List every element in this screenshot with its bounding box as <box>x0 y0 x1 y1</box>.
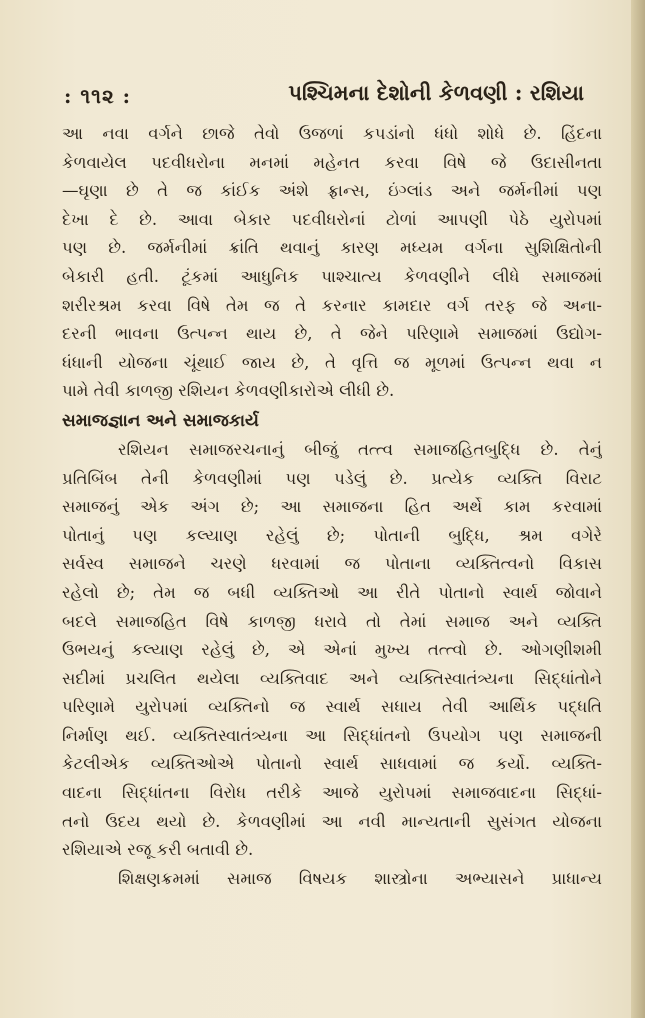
text-line: પોતાનું પણ કલ્યાણ રહેલું છે; પોતાની બુદ્ધિ, શ્રમ વગેરે <box>62 525 602 545</box>
text-line: પણ છે. જર્મનીમાં ક્રાંતિ થવાનું કારણ મધ્યમ વર્ગના સુશિક્ષિતોની <box>62 238 602 258</box>
section-heading: સમાજજ્ઞાન અને સમાજકાર્ય <box>62 410 259 431</box>
text-line: શિક્ષણક્રમમાં સમાજ વિષયક શાસ્ત્રોના અભ્યાસને પ્રાધાન્ય <box>118 868 602 888</box>
text-line: સદીમાં પ્રચલિત થયેલા વ્યક્તિવાદ અને વ્યક્તિસ્વાતંત્ર્યના સિદ્ધાંતોને <box>62 668 602 688</box>
text-line: તનો ઉદય થયો છે. કેળવણીમાં આ નવી માન્યતાની સુસંગત યોજના <box>62 811 602 831</box>
text-line: પરિણામે યુરોપમાં વ્યક્તિનો જ સ્વાર્થ સધાય તેવી આર્થિક પદ્ધતિ <box>62 697 602 717</box>
text-line: રશિયાએ રજૂ કરી બતાવી છે. <box>62 840 254 860</box>
page-spine-edge <box>631 0 645 1018</box>
text-line: દેખા દે છે. આવા બેકાર પદવીધરોનાં ટોળાં આપણી પેઠે યુરોપમાં <box>62 209 602 229</box>
paragraph-1 <box>62 120 602 406</box>
text-line: આ નવા વર્ગને છાજે તેવો ઉજળાં કપડાંનો ધંધો શોધે છે. હિંદના <box>62 124 602 143</box>
text-line: નિર્માણ થઈ. વ્યક્તિસ્વાતંત્ર્યના આ સિદ્ધાંતનો ઉપયોગ પણ સમાજની <box>62 725 602 745</box>
text-line: રહેલો છે; તેમ જ બધી વ્યક્તિઓ આ રીતે પોતાનો સ્વાર્થ જોવાને <box>62 582 602 602</box>
paragraph-3 <box>62 865 602 894</box>
text-line: કેટલીએક વ્યક્તિઓએ પોતાનો સ્વાર્થ સાધવામાં જ કર્યો. વ્યક્તિ- <box>62 754 602 774</box>
paragraph-2 <box>62 436 602 865</box>
text-line: ધંધાની યોજના ચૂંથાઈ જાય છે, તે વૃત્તિ જ મૂળમાં ઉત્પન્ન થવા ન <box>62 352 602 372</box>
page-number: : ૧૧૨ : <box>64 84 132 108</box>
text-line: શરીરશ્રમ કરવા વિષે તેમ જ તે કરનાર કામદાર વર્ગ તરફ જે અના- <box>62 295 602 315</box>
running-title: પશ્ચિમના દેશોની કેળવણી : રશિયા <box>288 80 584 105</box>
text-line: રશિયન સમાજરચનાનું બીજું તત્ત્વ સમાજહિતબુદ્ધિ છે. તેનું <box>118 439 602 459</box>
text-line: સમાજનું એક અંગ છે; આ સમાજના હિત અર્થે કામ કરવામાં <box>62 497 602 517</box>
page-header <box>64 78 584 114</box>
text-line: બેકારી હતી. ટૂંકમાં આધુનિક પાશ્ચાત્ય કેળવણીને લીધે સમાજમાં <box>62 266 602 286</box>
body-text <box>62 120 602 893</box>
text-line: ઉભયનું કલ્યાણ રહેલું છે, એ એનાં મુખ્ય તત્ત્વો છે. ઓગણીશમી <box>62 640 602 660</box>
text-line: વાદના સિદ્ધાંતના વિરોધ તરીકે આજે યુરોપમાં સમાજવાદના સિદ્ધાં- <box>62 783 602 803</box>
text-line: કેળવાયેલ પદવીધરોના મનમાં મહેનત કરવા વિષે જે ઉદાસીનતા <box>62 152 602 172</box>
text-line: પામે તેવી કાળજી રશિયન કેળવણીકારોએ લીધી છે. <box>62 381 395 401</box>
text-line: સર્વસ્વ સમાજને ચરણે ધરવામાં જ પોતાના વ્યક્તિત્વનો વિકાસ <box>62 554 602 574</box>
text-line: દરની ભાવના ઉત્પન્ન થાય છે, તે જેને પરિણામે સમાજમાં ઉદ્યોગ- <box>62 324 602 344</box>
text-line: પ્રતિબિંબ તેની કેળવણીમાં પણ પડેલું છે. પ્રત્યેક વ્યક્તિ વિરાટ <box>62 468 602 488</box>
text-line: બદલે સમાજહિત વિષે કાળજી ધરાવે તો તેમાં સમાજ અને વ્યક્તિ <box>62 611 602 631</box>
text-line: —ઘૃણા છે તે જ કાંઈક અંશે ફ્રાન્સ, ઇંગ્લાંડ અને જર્મનીમાં પણ <box>62 181 602 201</box>
